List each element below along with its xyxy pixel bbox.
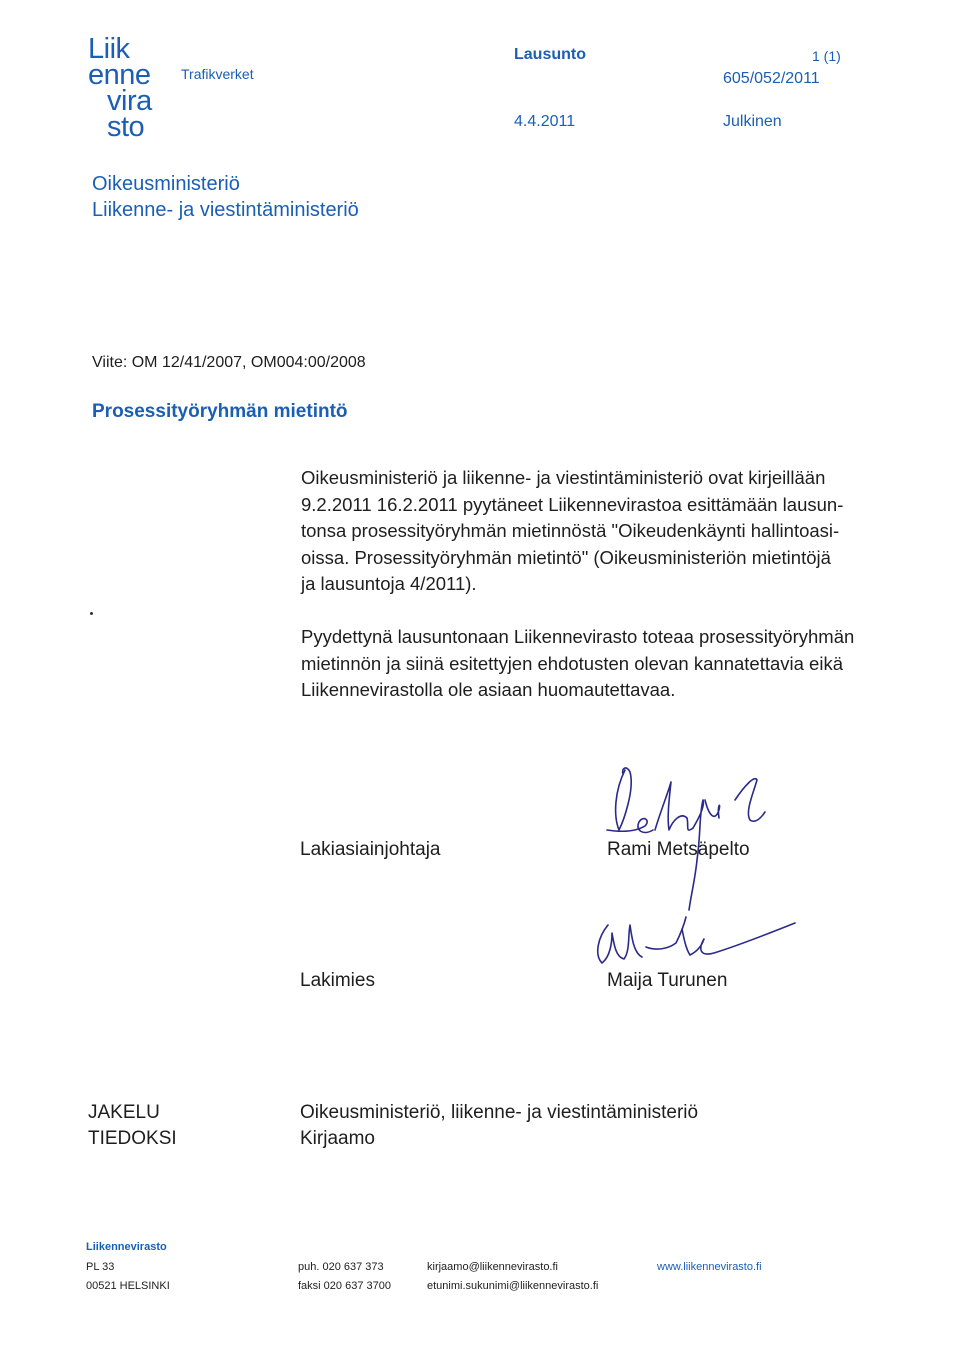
- agency-logo: [88, 33, 152, 143]
- logo-line: sto: [107, 111, 145, 143]
- classification: Julkinen: [723, 113, 782, 130]
- footer-org: Liikennevirasto: [86, 1241, 167, 1253]
- handwritten-signature-2: [590, 905, 810, 975]
- footer-address: 00521 HELSINKI: [86, 1280, 170, 1292]
- body-line: oissa. Prosessityöryhmän mietintö" (Oikeusministeriön mietintöjä: [301, 546, 831, 568]
- recipient: Oikeusministeriö: [92, 173, 240, 195]
- body-line: Oikeusministeriö ja liikenne- ja viestintäministeriö ovat kirjeillään: [301, 467, 826, 488]
- body-line: Liikennevirastolla ole asiaan huomautettavaa.: [301, 679, 676, 700]
- margin-dot: [90, 612, 93, 615]
- body-paragraph-2: [301, 624, 891, 704]
- document-date: 4.4.2011: [514, 113, 576, 130]
- signer-name: Rami Metsäpelto: [607, 839, 750, 860]
- body-line: 9.2.2011 16.2.2011 pyytäneet Liikennevirastoa esittämään lausun-: [301, 493, 844, 515]
- logo-line: enne: [88, 59, 151, 91]
- logo-line: Liik: [88, 33, 130, 65]
- footer-email: kirjaamo@liikennevirasto.fi: [427, 1261, 558, 1273]
- footer-website-link[interactable]: www.liikennevirasto.fi: [657, 1261, 762, 1273]
- subject-heading: Prosessityöryhmän mietintö: [92, 401, 348, 422]
- distribution-label: TIEDOKSI: [88, 1128, 177, 1149]
- document-number: 605/052/2011: [723, 70, 820, 87]
- page-number: 1 (1): [812, 48, 841, 64]
- footer-email: etunimi.sukunimi@liikennevirasto.fi: [427, 1280, 599, 1292]
- signer-title: Lakiasiainjohtaja: [300, 839, 441, 860]
- footer-address: PL 33: [86, 1261, 115, 1273]
- logo-line: vira: [107, 85, 152, 117]
- body-line: mietinnön ja siinä esitettyjen ehdotusten olevan kannatettavia eikä: [301, 652, 843, 674]
- body-paragraph-1: [301, 465, 891, 598]
- footer-phone: puh. 020 637 373: [298, 1261, 384, 1273]
- body-line: ja lausuntoja 4/2011).: [301, 573, 477, 594]
- signer-title: Lakimies: [300, 970, 375, 991]
- reference-line: Viite: OM 12/41/2007, OM004:00/2008: [92, 354, 366, 371]
- distribution-label: JAKELU: [88, 1102, 160, 1123]
- footer-fax: faksi 020 637 3700: [298, 1280, 391, 1292]
- recipient: Liikenne- ja viestintäministeriö: [92, 199, 359, 221]
- signer-name: Maija Turunen: [607, 970, 728, 991]
- document-type: Lausunto: [514, 46, 586, 63]
- body-line: tonsa prosessityöryhmän mietinnöstä "Oikeudenkäynti hallintoasi-: [301, 520, 840, 541]
- logo-subtitle: Trafikverket: [181, 66, 254, 82]
- body-line: Pyydettynä lausuntonaan Liikennevirasto toteaa prosessityöryhmän: [301, 626, 855, 647]
- distribution-value: Kirjaamo: [300, 1128, 375, 1149]
- distribution-value: Oikeusministeriö, liikenne- ja viestintäministeriö: [300, 1102, 699, 1123]
